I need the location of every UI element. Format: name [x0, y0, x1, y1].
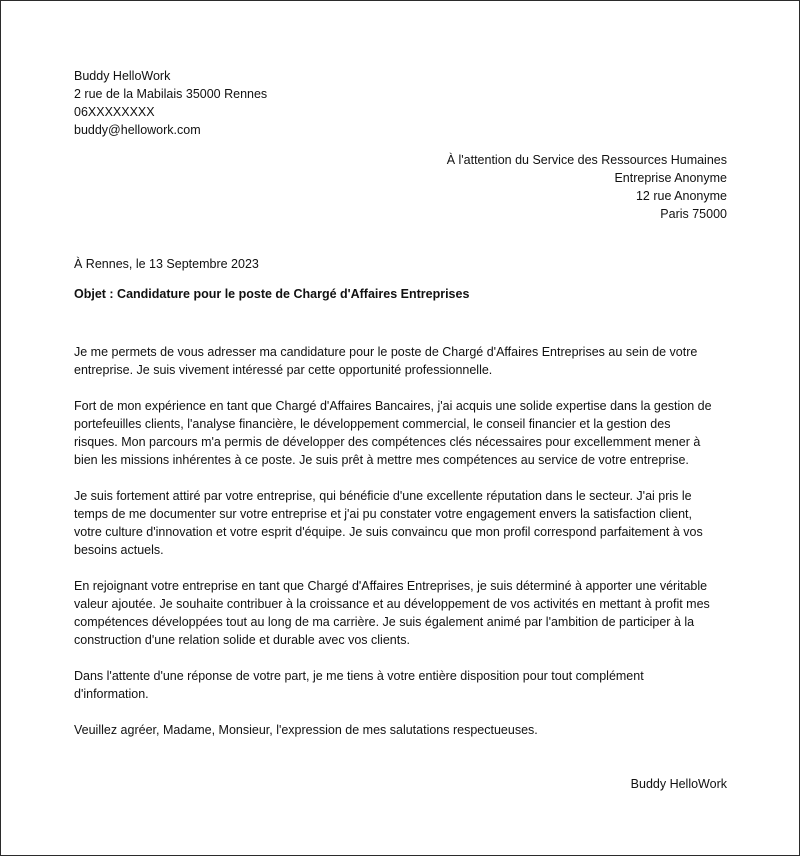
- body-line: Je me permets de vous adresser ma candidature pour le poste de Chargé d'Affaires Entreprises au sein de votre: [74, 345, 698, 359]
- body-line: temps de me documenter sur votre entreprise et j'ai pu constater votre engagement envers la satisfaction client,: [74, 507, 692, 521]
- body-line: En rejoignant votre entreprise en tant que Chargé d'Affaires Entreprises, je suis déterminé à apporter une véritable: [74, 579, 708, 593]
- paragraph-closing: [74, 721, 734, 739]
- body-line: risques. Mon parcours m'a permis de développer des compétences clés nécessaires pour excellemment mener à: [74, 435, 701, 449]
- body-line: compétences développées tout au long de ma carrière. Je suis également animé par l'ambition de participer à la: [74, 615, 695, 629]
- recipient-attention: À l'attention du Service des Ressources Humaines: [446, 153, 727, 167]
- body-line: construction d'une relation solide et durable avec vos clients.: [74, 633, 410, 647]
- body-line: d'information.: [74, 687, 149, 701]
- body-line: valeur ajoutée. Je souhaite contribuer à la croissance et au développement de vos activités en mettant à profit mes: [74, 597, 710, 611]
- letter-body: [74, 343, 734, 757]
- body-line: Veuillez agréer, Madame, Monsieur, l'expression de mes salutations respectueuses.: [74, 723, 538, 737]
- body-line: Je suis fortement attiré par votre entreprise, qui bénéficie d'une excellente réputation dans le secteur. J'ai pris le: [74, 489, 692, 503]
- paragraph-contribution: [74, 577, 734, 649]
- signature: Buddy HelloWork: [630, 777, 727, 791]
- recipient-street: 12 rue Anonyme: [635, 189, 727, 203]
- body-line: Dans l'attente d'une réponse de votre part, je me tiens à votre entière disposition pour tout complément: [74, 669, 644, 683]
- body-line: entreprise. Je suis vivement intéressé par cette opportunité professionnelle.: [74, 363, 493, 377]
- body-line: portefeuilles clients, l'analyse financière, le développement commercial, le conseil financier et la gestion des: [74, 417, 671, 431]
- body-line: votre culture d'innovation et votre esprit d'équipe. Je suis convaincu que mon profil correspond parfaitement à vos: [74, 525, 703, 539]
- paragraph-motivation: [74, 487, 734, 559]
- date-line: À Rennes, le 13 Septembre 2023: [74, 257, 259, 271]
- recipient-block: [447, 151, 727, 223]
- recipient-company: Entreprise Anonyme: [614, 171, 727, 185]
- sender-block: [74, 67, 267, 139]
- paragraph-introduction: [74, 343, 734, 379]
- body-line: besoins actuels.: [74, 543, 164, 557]
- paragraph-availability: [74, 667, 734, 703]
- body-line: bien les missions inhérentes à ce poste. Je suis prêt à mettre mes compétences au service de votre entreprise.: [74, 453, 689, 467]
- sender-name: Buddy HelloWork: [74, 69, 171, 83]
- subject-line: Objet : Candidature pour le poste de Chargé d'Affaires Entreprises: [74, 287, 470, 301]
- paragraph-experience: [74, 397, 734, 469]
- sender-address: 2 rue de la Mabilais 35000 Rennes: [74, 87, 268, 101]
- recipient-city: Paris 75000: [660, 207, 727, 221]
- sender-email: buddy@hellowork.com: [74, 123, 201, 137]
- sender-phone: 06XXXXXXXX: [74, 105, 155, 119]
- body-line: Fort de mon expérience en tant que Chargé d'Affaires Bancaires, j'ai acquis une solide expertise dans la gestion de: [74, 399, 712, 413]
